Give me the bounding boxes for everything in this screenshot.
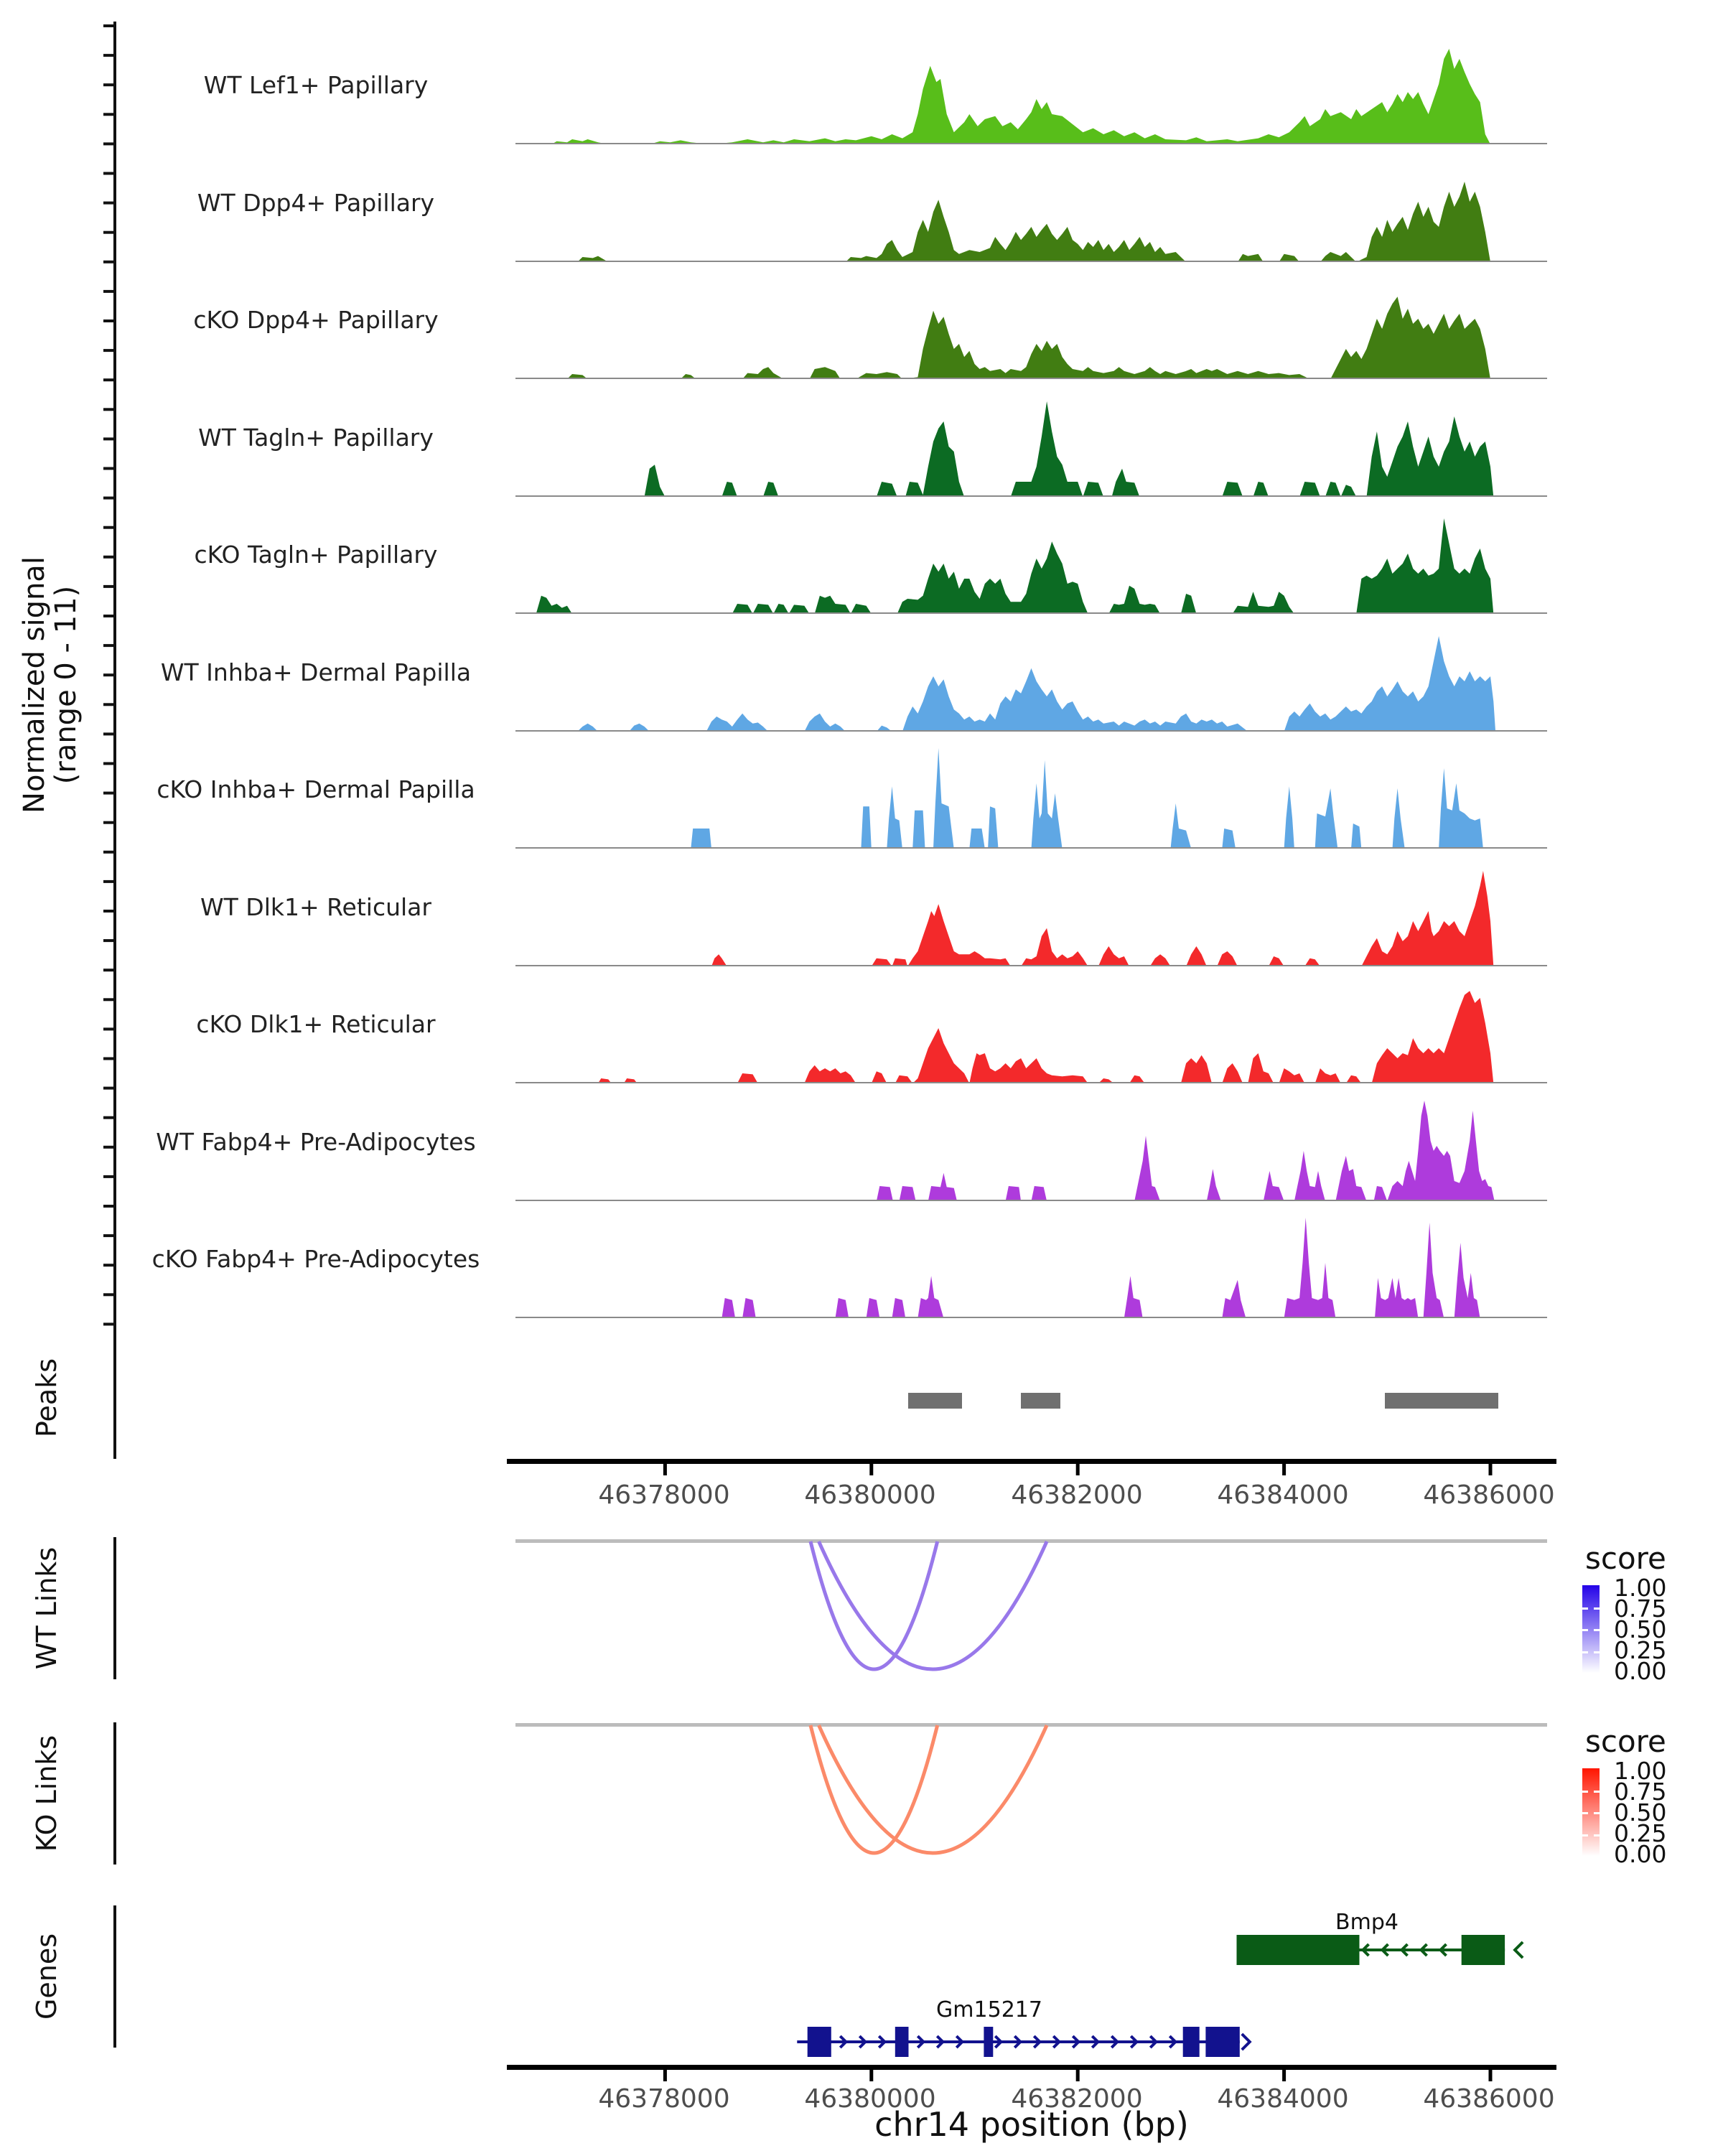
signal-axis-tick <box>103 585 113 588</box>
signal-axis-tick <box>103 1146 113 1149</box>
signal-axis-tick <box>103 880 113 883</box>
bottom-x-axis-line <box>507 2065 1556 2070</box>
ko-links-panel-label: KO Links <box>31 1735 62 1852</box>
signal-axis-tick <box>103 1058 113 1060</box>
upper-x-tick-4: 46386000 <box>1423 1480 1555 1510</box>
track-label-3: WT Tagln+ Papillary <box>198 424 434 452</box>
bottom-x-tick-1: 46380000 <box>804 2084 936 2114</box>
peak-region <box>908 1393 962 1409</box>
legend-colorbar-tick <box>1594 1651 1600 1653</box>
track-baseline <box>515 730 1547 732</box>
x-axis-tick <box>1282 1464 1286 1475</box>
x-axis-tick <box>1076 2070 1080 2081</box>
track-baseline <box>515 1082 1547 1083</box>
legend-colorbar-tick <box>1594 1629 1600 1631</box>
track-baseline <box>515 143 1547 144</box>
signal-axis-tick <box>103 54 113 57</box>
coverage-track-10 <box>515 1212 1547 1318</box>
legend-colorbar-tick <box>1594 1834 1600 1837</box>
signal-axis-tick <box>103 939 113 942</box>
signal-axis-tick <box>103 673 113 676</box>
bottom-x-tick-2: 46382000 <box>1011 2084 1143 2114</box>
signal-axis-tick <box>103 319 113 322</box>
track-label-8: cKO Dlk1+ Reticular <box>196 1010 436 1038</box>
gene-models <box>515 1907 1564 2065</box>
track-baseline <box>515 965 1547 966</box>
peak-region <box>1021 1393 1060 1409</box>
track-baseline <box>515 495 1547 497</box>
track-label-2: cKO Dpp4+ Papillary <box>193 306 439 334</box>
wt-legend-colorbar <box>1582 1585 1600 1673</box>
track-baseline <box>515 612 1547 614</box>
signal-axis-tick <box>103 1175 113 1178</box>
x-axis-tick <box>1489 1464 1493 1475</box>
signal-axis-tick <box>103 703 113 706</box>
track-label-5: WT Inhba+ Dermal Papilla <box>160 658 472 686</box>
ko-legend-tick-2: 0.50 <box>1614 1798 1667 1826</box>
coverage-area <box>515 1218 1495 1318</box>
signal-axis-tick <box>103 408 113 411</box>
track-label-4: cKO Tagln+ Papillary <box>194 541 438 569</box>
signal-axis-tick <box>103 497 113 500</box>
track-baseline <box>515 1317 1547 1318</box>
gene-exon <box>1183 2027 1200 2057</box>
genes-bracket <box>113 1905 116 2048</box>
signal-axis-tick <box>103 172 113 175</box>
wt-links-panel-label: WT Links <box>31 1546 62 1670</box>
signal-axis-tick <box>103 556 113 559</box>
wt-links-arcs <box>515 1539 1547 1722</box>
signal-axis-tick <box>103 762 113 765</box>
signal-axis-tick <box>103 467 113 470</box>
gene-gm15217 <box>797 2027 1250 2057</box>
signal-axis-tick <box>103 83 113 86</box>
wt-legend-title: score <box>1585 1541 1666 1576</box>
bottom-x-tick-4b: 46386000 <box>1423 2084 1555 2114</box>
signal-axis-tick <box>103 113 113 116</box>
track-label-7: WT Dlk1+ Reticular <box>200 893 431 921</box>
signal-axis-tick <box>103 969 113 971</box>
peaks-panel-label: Peaks <box>31 1358 62 1438</box>
ko-links-arcs <box>515 1723 1547 1905</box>
coverage-area <box>515 401 1493 497</box>
legend-colorbar-tick <box>1582 1812 1588 1814</box>
legend-colorbar-tick <box>1582 1629 1588 1631</box>
gene-strand-chevron <box>1242 2034 1250 2050</box>
coverage-track-8 <box>515 977 1547 1083</box>
x-axis-tick <box>1282 2070 1286 2081</box>
signal-axis-tick <box>103 1293 113 1296</box>
x-axis-tick <box>663 2070 667 2081</box>
track-baseline <box>515 1200 1547 1201</box>
gene-exon <box>1205 2027 1239 2057</box>
coverage-area <box>515 1101 1495 1201</box>
signal-axis-tick <box>103 1322 113 1325</box>
signal-axis-tick <box>103 821 113 824</box>
signal-axis-ticks <box>93 22 113 1348</box>
signal-axis-tick <box>103 1234 113 1237</box>
upper-x-axis-line <box>507 1459 1556 1464</box>
x-axis-title: chr14 position (bp) <box>874 2105 1189 2144</box>
signal-axis-tick <box>103 910 113 913</box>
coverage-area <box>515 991 1493 1083</box>
coverage-area <box>515 636 1495 732</box>
ko-legend-tick-4: 0.00 <box>1614 1840 1667 1868</box>
track-label-9: WT Fabp4+ Pre-Adipocytes <box>156 1128 476 1156</box>
signal-axis-line <box>113 22 116 1348</box>
wt-legend-tick-2: 0.50 <box>1614 1615 1667 1643</box>
coverage-track-6 <box>515 742 1547 849</box>
coverage-track-2 <box>515 273 1547 379</box>
legend-colorbar-tick <box>1594 1791 1600 1793</box>
wt-legend-tick-4: 0.00 <box>1614 1657 1667 1685</box>
track-baseline <box>515 847 1547 849</box>
upper-x-tick-1: 46380000 <box>804 1480 936 1510</box>
track-label-1: WT Dpp4+ Papillary <box>197 189 435 217</box>
coverage-area <box>515 748 1495 849</box>
bottom-x-tick-0: 46378000 <box>598 2084 730 2114</box>
upper-x-tick-2: 46382000 <box>1011 1480 1143 1510</box>
gene-label-bmp4: Bmp4 <box>1335 1910 1399 1935</box>
coverage-track-4 <box>515 508 1547 614</box>
track-label-6: cKO Inhba+ Dermal Papilla <box>157 775 475 803</box>
x-axis-tick <box>663 1464 667 1475</box>
gene-exon <box>1237 1935 1360 1965</box>
coverage-track-7 <box>515 860 1547 966</box>
y-axis-label-line1: Normalized signal <box>18 556 51 813</box>
legend-colorbar-tick <box>1582 1834 1588 1837</box>
signal-axis-tick <box>103 851 113 854</box>
signal-axis-tick <box>103 615 113 617</box>
signal-axis-tick <box>103 526 113 529</box>
wt-links-bracket <box>113 1537 116 1679</box>
track-baseline <box>515 378 1547 379</box>
signal-axis-tick <box>103 644 113 647</box>
signal-axis-tick <box>103 792 113 795</box>
signal-axis-tick <box>103 290 113 293</box>
ko-legend-tick-1: 0.75 <box>1614 1778 1667 1806</box>
track-baseline <box>515 261 1547 262</box>
coverage-track-9 <box>515 1095 1547 1201</box>
gene-exon <box>1462 1935 1505 1965</box>
coverage-track-1 <box>515 156 1547 262</box>
gene-exon <box>984 2027 993 2057</box>
legend-colorbar-tick <box>1594 1812 1600 1814</box>
signal-axis-tick <box>103 998 113 1001</box>
gene-exon <box>808 2027 831 2057</box>
coverage-area <box>515 182 1490 262</box>
legend-colorbar-tick <box>1582 1791 1588 1793</box>
legend-colorbar-tick <box>1582 1607 1588 1610</box>
gene-exon <box>895 2027 909 2057</box>
gene-label-gm15217: Gm15217 <box>936 1997 1042 2022</box>
signal-axis-tick <box>103 1027 113 1030</box>
signal-axis-tick <box>103 142 113 145</box>
signal-axis-tick <box>103 1087 113 1090</box>
x-axis-tick <box>1489 2070 1493 2081</box>
wt-legend-tick-1: 0.75 <box>1614 1595 1667 1623</box>
coverage-area <box>515 518 1493 614</box>
gene-bmp4 <box>1237 1935 1523 1965</box>
peak-region <box>1385 1393 1498 1409</box>
x-axis-tick <box>1076 1464 1080 1475</box>
upper-x-axis-ticks <box>515 1464 1547 1477</box>
x-axis-tick <box>869 2070 873 2081</box>
x-axis-tick <box>869 1464 873 1475</box>
coverage-area <box>515 49 1490 144</box>
ko-links-bracket <box>113 1722 116 1865</box>
signal-axis-tick <box>103 1264 113 1266</box>
upper-x-tick-3: 46384000 <box>1217 1480 1349 1510</box>
coverage-track-0 <box>515 38 1547 144</box>
signal-axis-tick <box>103 202 113 205</box>
upper-x-tick-0: 46378000 <box>598 1480 730 1510</box>
bottom-x-tick-3: 46384000 <box>1217 2084 1349 2114</box>
coverage-area <box>515 871 1493 966</box>
ko-legend-title: score <box>1585 1724 1666 1759</box>
track-label-0: WT Lef1+ Papillary <box>203 71 429 99</box>
signal-axis-tick <box>103 1116 113 1119</box>
gene-strand-chevron <box>1515 1942 1523 1958</box>
legend-colorbar-tick <box>1582 1651 1588 1653</box>
peaks-bracket <box>113 1337 116 1459</box>
signal-axis-tick <box>103 732 113 735</box>
genes-panel-label: Genes <box>31 1933 62 2020</box>
wt-legend-tick-0: 1.00 <box>1614 1574 1667 1602</box>
signal-axis-tick <box>103 378 113 381</box>
bottom-x-axis-ticks <box>515 2070 1547 2083</box>
coverage-track-5 <box>515 625 1547 732</box>
legend-colorbar-tick <box>1594 1607 1600 1610</box>
coverage-area <box>515 297 1490 379</box>
coverage-track-3 <box>515 391 1547 497</box>
signal-axis-tick <box>103 261 113 263</box>
signal-axis-tick <box>103 1205 113 1208</box>
y-axis-label-line2: (range 0 - 11) <box>50 585 83 785</box>
ko-legend-colorbar <box>1582 1768 1600 1856</box>
wt-legend-tick-3: 0.25 <box>1614 1636 1667 1664</box>
signal-axis-tick <box>103 349 113 352</box>
ko-legend-tick-3: 0.25 <box>1614 1819 1667 1847</box>
signal-axis-tick <box>103 24 113 27</box>
signal-axis-tick <box>103 437 113 440</box>
ko-legend-tick-0: 1.00 <box>1614 1757 1667 1785</box>
track-label-10: cKO Fabp4+ Pre-Adipocytes <box>151 1245 480 1273</box>
signal-axis-tick <box>103 231 113 234</box>
